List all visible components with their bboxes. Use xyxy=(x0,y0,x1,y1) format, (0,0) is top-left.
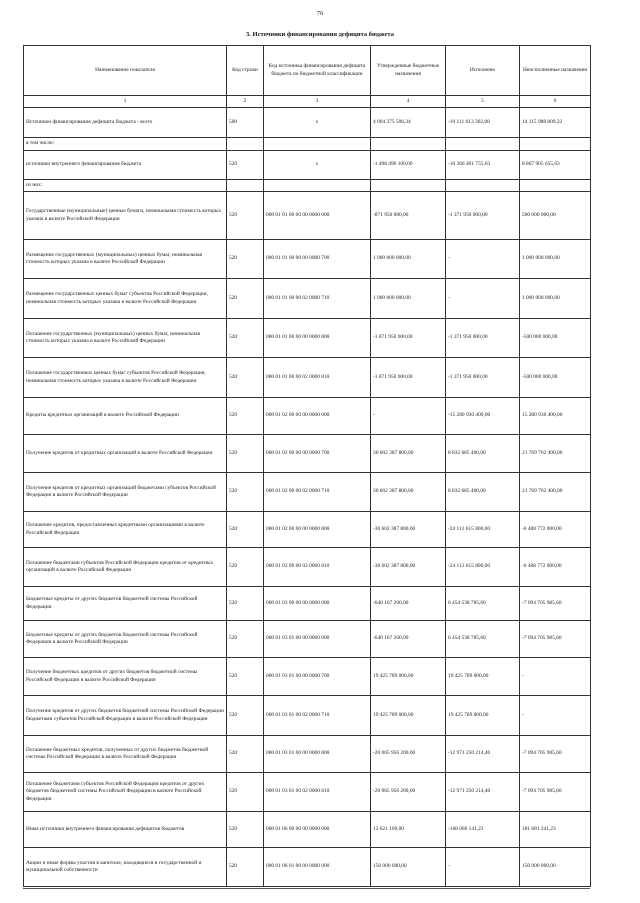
row-executed: 8 832 685 400,00 xyxy=(446,473,520,512)
row-unexecuted: -6 488 772 000,00 xyxy=(520,512,591,548)
row-unexecuted: -500 000 000,00 xyxy=(520,319,591,358)
table-row xyxy=(24,192,591,240)
row-approved: -1 871 950 000,00 xyxy=(371,319,446,358)
row-unexecuted: -7 094 705 985,60 xyxy=(520,736,591,773)
row-line-code: 520 xyxy=(227,358,264,398)
row-line-code: 520 xyxy=(227,773,264,812)
row-line-code: 520 xyxy=(227,192,264,240)
row-approved: - xyxy=(371,398,446,435)
row-approved: -30 602 387 800,00 xyxy=(371,548,446,587)
row-source-code: 000 01 02 00 00 00 0000 000 xyxy=(264,398,371,435)
table-row xyxy=(24,358,591,398)
row-name: из них: xyxy=(24,180,227,192)
row-unexecuted: 21 769 702 400,00 xyxy=(520,435,591,473)
table-row xyxy=(24,696,591,736)
table-row xyxy=(24,773,591,812)
row-name: Акции и иные формы участия в капитале, находящиеся в государственной и муниципальной собственности xyxy=(24,848,227,887)
row-unexecuted: 21 769 702 400,00 xyxy=(520,473,591,512)
row-line-code: 520 xyxy=(227,658,264,696)
row-source-code: x xyxy=(264,151,371,180)
row-executed: -1 371 950 000,00 xyxy=(446,358,520,398)
row-approved: 30 602 387 800,00 xyxy=(371,473,446,512)
table-row xyxy=(24,621,591,658)
row-name: Погашение кредитов, предоставленных кредитными организациями в валюте Российской Федерации xyxy=(24,512,227,548)
row-line-code: 520 xyxy=(227,435,264,473)
row-name: Размещение государственных ценных бумаг субъектов Российской Федерации, номинальная стоимость которых указана в валюте Российской Федерации xyxy=(24,279,227,319)
row-source-code: 000 01 02 00 00 02 0000 810 xyxy=(264,548,371,587)
row-source-code: 000 01 03 01 00 02 0000 710 xyxy=(264,696,371,736)
header-source-code: Код источника финансирования дефицита бюджета по бюджетной классификации xyxy=(264,46,371,96)
row-source-code: 000 01 02 00 00 02 0000 710 xyxy=(264,473,371,512)
row-executed: 6 454 538 785,60 xyxy=(446,587,520,621)
row-unexecuted: 1 000 000 000,00 xyxy=(520,240,591,279)
row-name: Кредиты кредитных организаций в валюте Российской Федерации xyxy=(24,398,227,435)
table-row xyxy=(24,279,591,319)
section-title: 3. Источники финансирования дефицита бюджета xyxy=(246,31,394,38)
row-executed: -12 971 250 214,40 xyxy=(446,736,520,773)
header-line-code: Код строки xyxy=(227,46,264,96)
column-number: 6 xyxy=(520,96,591,108)
row-unexecuted: -7 094 705 985,60 xyxy=(520,773,591,812)
row-unexecuted: - xyxy=(520,658,591,696)
row-approved: -1 498 496 100,00 xyxy=(371,151,446,180)
row-line-code xyxy=(227,138,264,151)
row-name: в том числе: xyxy=(24,138,227,151)
table-row xyxy=(24,812,591,848)
row-source-code: 000 01 01 00 00 02 0000 810 xyxy=(264,358,371,398)
row-executed: 19 425 789 000,00 xyxy=(446,658,520,696)
row-unexecuted: 15 280 930 400,00 xyxy=(520,398,591,435)
row-executed: -168 060 141,23 xyxy=(446,812,520,848)
row-name: Погашение бюджетных кредитов, полученных от других бюджетов бюджетной системы Российской Федерации в валюте Российской Федерации xyxy=(24,736,227,773)
row-source-code: 000 01 03 00 00 00 0000 000 xyxy=(264,587,371,621)
row-line-code: 520 xyxy=(227,736,264,773)
row-source-code: 000 01 02 00 00 00 0000 700 xyxy=(264,435,371,473)
table-row xyxy=(24,548,591,587)
row-source-code: 000 01 03 01 00 00 0000 700 xyxy=(264,658,371,696)
row-line-code: 520 xyxy=(227,151,264,180)
row-unexecuted: -6 488 772 000,00 xyxy=(520,548,591,587)
table-row xyxy=(24,180,591,192)
row-approved: 1 000 000 000,00 xyxy=(371,240,446,279)
row-approved: 1 000 000 000,00 xyxy=(371,279,446,319)
row-line-code: 520 xyxy=(227,279,264,319)
row-approved xyxy=(371,138,446,151)
row-unexecuted: 500 000 000,00 xyxy=(520,192,591,240)
table-row xyxy=(24,512,591,548)
row-source-code: 000 01 01 00 00 00 0000 700 xyxy=(264,240,371,279)
row-executed: 19 425 789 000,00 xyxy=(446,696,520,736)
row-executed: -1 371 950 000,00 xyxy=(446,192,520,240)
column-number: 4 xyxy=(371,96,446,108)
row-approved: -640 167 200,00 xyxy=(371,621,446,658)
row-approved: -20 065 956 200,00 xyxy=(371,736,446,773)
page-number: 76 xyxy=(316,10,324,17)
row-name: Бюджетные кредиты от других бюджетов бюджетной системы Российской Федерации xyxy=(24,587,227,621)
row-approved: 19 425 789 000,00 xyxy=(371,696,446,736)
header-executed: Исполнено xyxy=(446,46,520,96)
row-unexecuted: -7 094 705 985,60 xyxy=(520,587,591,621)
row-name: Размещение государственных (муниципальных) ценных бумаг, номинальная стоимость которых указана в валюте Российской Федерации xyxy=(24,240,227,279)
row-unexecuted: 150 000 000,00 xyxy=(520,848,591,887)
row-name: Погашение бюджетами субъектов Российской Федерации кредитов от других бюджетов бюджетной системы Российской Федерации в валюте Российской Федерации xyxy=(24,773,227,812)
row-line-code: 520 xyxy=(227,848,264,887)
row-approved: -20 065 956 200,00 xyxy=(371,773,446,812)
row-source-code: 000 01 06 00 00 00 0000 000 xyxy=(264,812,371,848)
row-source-code xyxy=(264,180,371,192)
row-name: Получение бюджетных кредитов от других бюджетов бюджетной системы Российской Федерации в валюте Российской Федерации xyxy=(24,658,227,696)
header-approved: Утвержденные бюджетные назначения xyxy=(371,46,446,96)
row-source-code: x xyxy=(264,108,371,138)
row-source-code: 000 01 02 00 00 00 0000 800 xyxy=(264,512,371,548)
table-row xyxy=(24,240,591,279)
row-line-code: 500 xyxy=(227,108,264,138)
row-line-code: 520 xyxy=(227,812,264,848)
row-source-code: 000 01 03 01 00 00 0000 800 xyxy=(264,736,371,773)
table-row xyxy=(24,319,591,358)
table-row xyxy=(24,848,591,887)
row-name: источники внутреннего финансирования бюджета xyxy=(24,151,227,180)
row-name: Погашение государственных ценных бумаг субъектов Российской Федерации, номинальная стоимость которых указана в валюте Российской Федерации xyxy=(24,358,227,398)
row-name: Погашение государственных (муниципальных) ценных бумаг, номинальная стоимость которых указана в валюте Российской Федерации xyxy=(24,319,227,358)
row-line-code: 520 xyxy=(227,319,264,358)
row-approved: -30 602 387 800,00 xyxy=(371,512,446,548)
header-row xyxy=(24,46,591,96)
row-approved: 30 602 387 800,00 xyxy=(371,435,446,473)
footer-rule xyxy=(23,888,590,889)
row-line-code: 520 xyxy=(227,240,264,279)
row-source-code: 000 01 01 00 00 00 0000 000 xyxy=(264,192,371,240)
row-source-code: 000 01 03 01 00 00 0000 000 xyxy=(264,621,371,658)
header-name: Наименование показателя xyxy=(24,46,227,96)
row-executed xyxy=(446,180,520,192)
financing-sources-table xyxy=(23,45,591,887)
row-name: Получение кредитов от других бюджетов бюджетной системы Российской Федерации бюджетами субъектов Российской Федерации в валюте Российской Федерации xyxy=(24,696,227,736)
row-executed xyxy=(446,138,520,151)
row-unexecuted: 1 000 000 000,00 xyxy=(520,279,591,319)
column-number: 3 xyxy=(264,96,371,108)
row-executed: -24 113 615 800,00 xyxy=(446,512,520,548)
row-approved: -871 950 000,00 xyxy=(371,192,446,240)
row-line-code: 520 xyxy=(227,621,264,658)
row-approved: 13 621 100,00 xyxy=(371,812,446,848)
row-line-code: 520 xyxy=(227,512,264,548)
row-line-code: 520 xyxy=(227,398,264,435)
row-unexecuted: 14 115 988 809,22 xyxy=(520,108,591,138)
row-unexecuted: 181 681 241,23 xyxy=(520,812,591,848)
row-executed: -10 111 613 302,88 xyxy=(446,108,520,138)
row-executed: 6 454 538 785,60 xyxy=(446,621,520,658)
row-name: Получение кредитов от кредитных организаций бюджетами субъектов Российской Федерации в валюте Российской Федерации xyxy=(24,473,227,512)
table-row xyxy=(24,658,591,696)
row-executed: - xyxy=(446,279,520,319)
table-row xyxy=(24,435,591,473)
row-executed: -12 971 250 214,40 xyxy=(446,773,520,812)
row-line-code: 520 xyxy=(227,587,264,621)
row-executed: 8 832 685 400,00 xyxy=(446,435,520,473)
row-source-code: 000 01 01 00 00 02 0000 710 xyxy=(264,279,371,319)
table-row xyxy=(24,151,591,180)
column-number: 5 xyxy=(446,96,520,108)
row-source-code: 000 01 06 01 00 00 0000 000 xyxy=(264,848,371,887)
table-row xyxy=(24,473,591,512)
table-row xyxy=(24,398,591,435)
row-name: Получение кредитов от кредитных организаций в валюте Российской Федерации xyxy=(24,435,227,473)
column-number: 2 xyxy=(227,96,264,108)
row-executed: -1 371 950 000,00 xyxy=(446,319,520,358)
table-row xyxy=(24,587,591,621)
row-unexecuted xyxy=(520,180,591,192)
row-source-code: 000 01 03 01 00 02 0000 810 xyxy=(264,773,371,812)
row-executed: -10 366 401 755,63 xyxy=(446,151,520,180)
row-approved: -1 871 950 000,00 xyxy=(371,358,446,398)
row-line-code: 520 xyxy=(227,548,264,587)
row-approved: 4 004 375 506,34 xyxy=(371,108,446,138)
row-unexecuted: 8 867 905 655,63 xyxy=(520,151,591,180)
row-executed: -15 280 930 400,00 xyxy=(446,398,520,435)
row-approved: -640 167 200,00 xyxy=(371,587,446,621)
row-line-code: 520 xyxy=(227,473,264,512)
row-executed: -24 113 615 800,00 xyxy=(446,548,520,587)
table-row xyxy=(24,736,591,773)
row-name: Государственные (муниципальные) ценные бумаги, номинальная стоимость которых указана в валюте Российской Федерации xyxy=(24,192,227,240)
row-unexecuted: -7 094 705 985,60 xyxy=(520,621,591,658)
row-line-code: 520 xyxy=(227,696,264,736)
row-unexecuted xyxy=(520,138,591,151)
row-line-code xyxy=(227,180,264,192)
row-name: Источники финансирования дефицита бюджета - всего xyxy=(24,108,227,138)
row-approved: 19 425 789 000,00 xyxy=(371,658,446,696)
row-name: Бюджетные кредиты от других бюджетов бюджетной системы Российской Федерации в валюте Российской Федерации xyxy=(24,621,227,658)
row-approved xyxy=(371,180,446,192)
row-name: Иные источники внутреннего финансирования дефицитов бюджетов xyxy=(24,812,227,848)
row-executed: - xyxy=(446,848,520,887)
row-executed: - xyxy=(446,240,520,279)
column-number: 1 xyxy=(24,96,227,108)
row-unexecuted: -500 000 000,00 xyxy=(520,358,591,398)
row-unexecuted: - xyxy=(520,696,591,736)
row-name: Погашение бюджетами субъектов Российской Федерации кредитов от кредитных организаций в валюте Российской Федерации xyxy=(24,548,227,587)
table-row xyxy=(24,108,591,138)
row-approved: 150 000 000,00 xyxy=(371,848,446,887)
column-number-row xyxy=(24,96,591,108)
row-source-code xyxy=(264,138,371,151)
header-unexecuted: Неисполненные назначения xyxy=(520,46,591,96)
table-row xyxy=(24,138,591,151)
row-source-code: 000 01 01 00 00 00 0000 800 xyxy=(264,319,371,358)
